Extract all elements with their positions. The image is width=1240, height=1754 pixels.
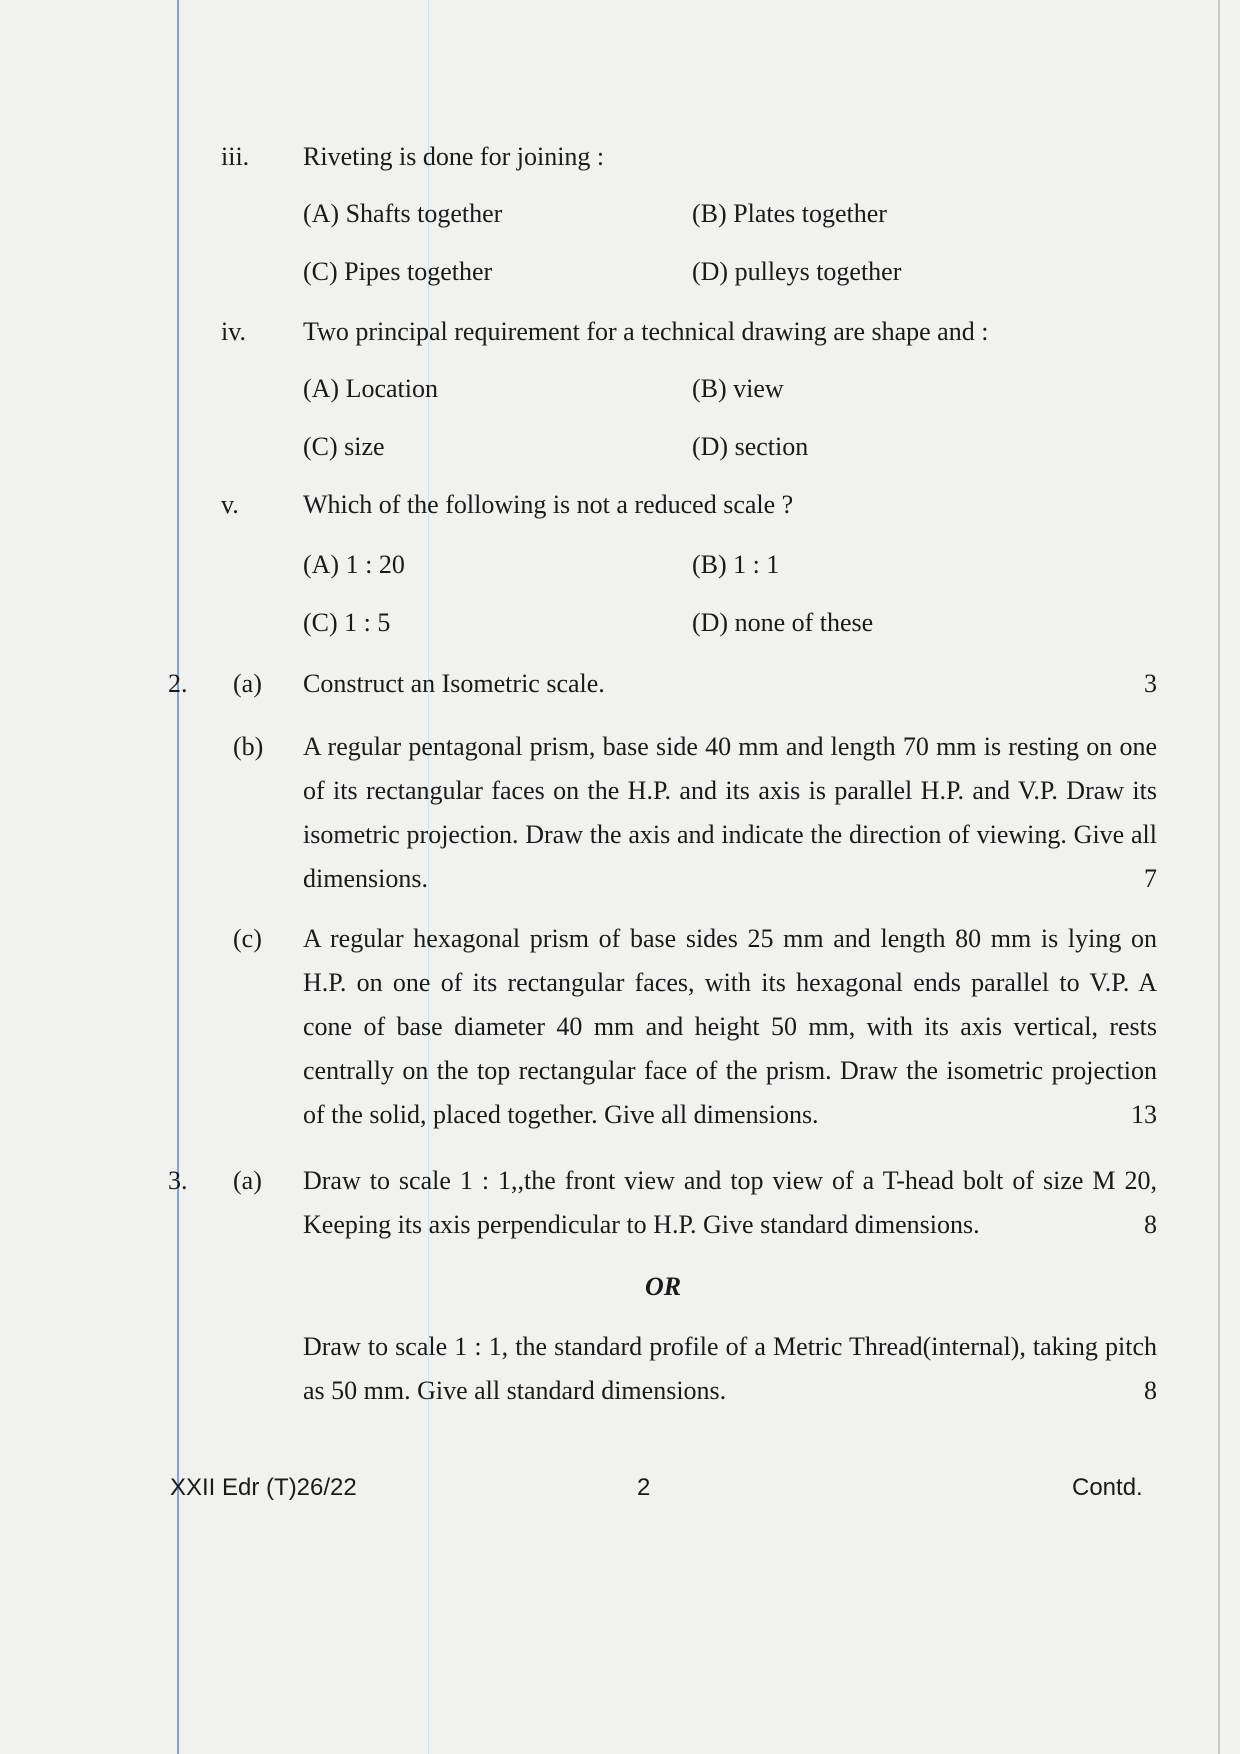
option-c: (C) Pipes together [303,257,493,286]
question-number: 2. [168,669,188,698]
part-label: (b) [233,732,264,761]
marks: 8 [1144,1210,1157,1239]
option-a: (A) Location [303,374,439,403]
option-d: (D) pulleys together [692,257,902,286]
option-a: (A) 1 : 20 [303,550,405,579]
part-label: (c) [233,924,262,953]
part-label: (a) [233,669,262,698]
option-d: (D) section [692,432,809,461]
paper-code: XXII Edr (T)26/22 [170,1474,357,1501]
marks: 3 [1144,669,1157,698]
question-text: Riveting is done for joining : [303,142,605,171]
option-d: (D) none of these [692,608,874,637]
or-separator: OR [645,1272,682,1301]
part-label: (a) [233,1166,262,1195]
part-text: A regular hexagonal prism of base sides 25 mm and length 80 mm is lying on H.P. on one of its rectangular faces, with its hexagonal ends parallel to V.P. A cone of base diameter 40 mm and height 50 mm, with its axis vertical, rests centrally on the top rectangular face of the prism. Draw the isometric projection of the solid, placed together. Give all dimensions. 13 [303,917,1157,1137]
page-edge [1218,0,1220,1754]
question-text: Two principal requirement for a technical drawing are shape and : [303,317,989,346]
option-c: (C) size [303,432,385,461]
option-b: (B) view [692,374,784,403]
marks: 13 [1131,1100,1157,1129]
question-number: iii. [221,142,250,171]
part-text: A regular pentagonal prism, base side 40 mm and length 70 mm is resting on one of its rectangular faces on the H.P. and its axis is parallel H.P. and V.P. Draw its isometric projection. Draw the axis and indicate the direction of viewing. Give all dimensions. 7 [303,725,1157,901]
marks: 7 [1144,864,1157,893]
option-a: (A) Shafts together [303,199,503,228]
alternative-text: Draw to scale 1 : 1, the standard profile of a Metric Thread(internal), taking pitch as 50 mm. Give all standard dimensions. 8 [303,1325,1157,1413]
page-number: 2 [637,1474,651,1501]
part-text: Construct an Isometric scale. 3 [303,662,1157,706]
option-c: (C) 1 : 5 [303,608,391,637]
marks: 8 [1144,1376,1157,1405]
contd-label: Contd. [1072,1474,1143,1501]
question-text: Which of the following is not a reduced scale ? [303,490,794,519]
option-b: (B) Plates together [692,199,887,228]
question-number: 3. [168,1166,188,1195]
part-text: Draw to scale 1 : 1,,the front view and top view of a T-head bolt of size M 20, Keeping its axis perpendicular to H.P. Give standard dimensions. 8 [303,1159,1157,1247]
question-number: iv. [221,317,247,346]
option-b: (B) 1 : 1 [692,550,780,579]
question-number: v. [221,490,239,519]
